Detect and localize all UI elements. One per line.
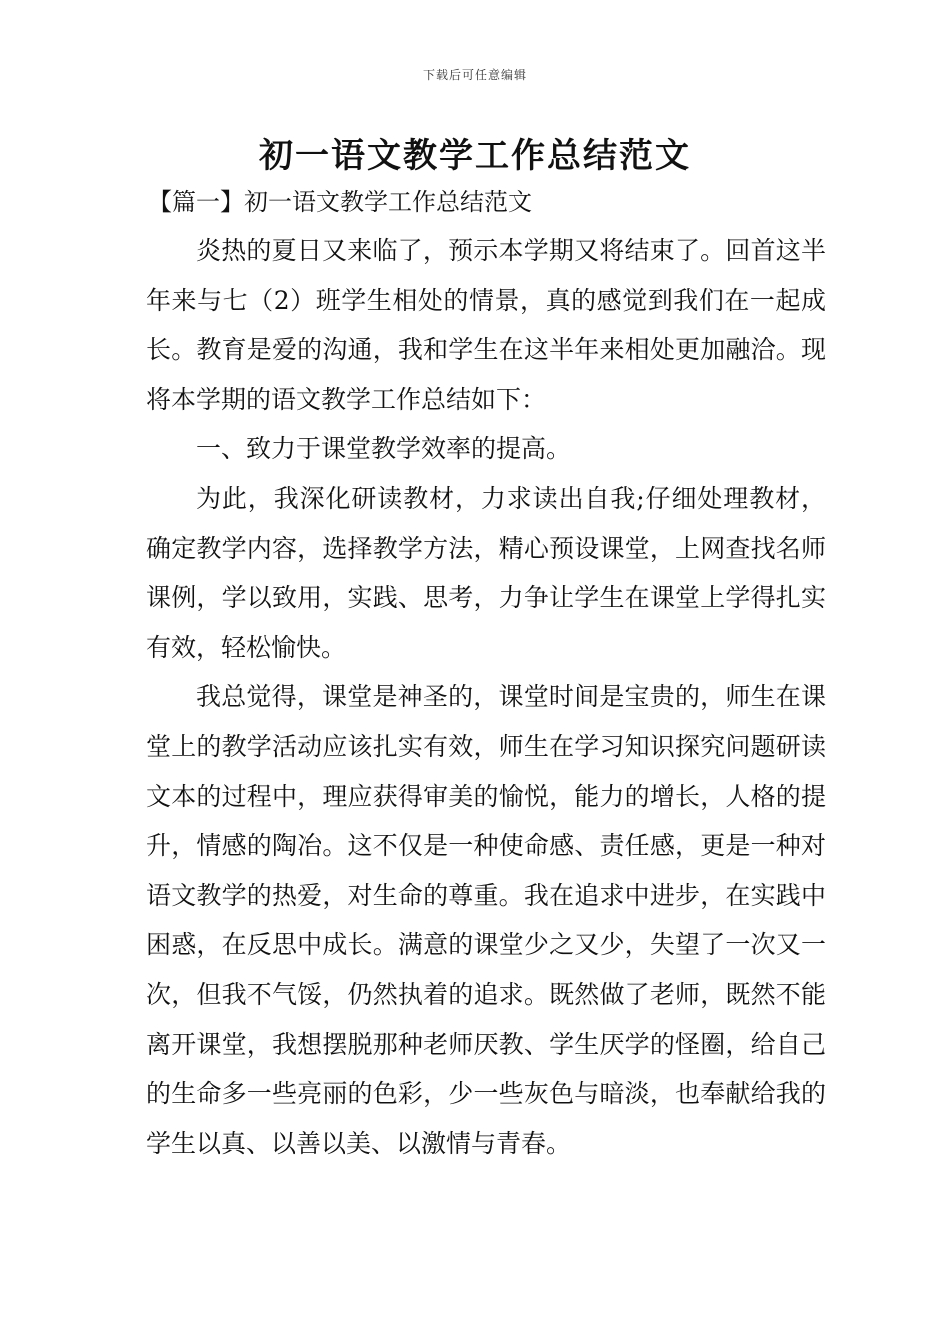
section-heading: 【篇一】初一语文教学工作总结范文 xyxy=(148,188,532,216)
paragraph-reflection: 我总觉得，课堂是神圣的，课堂时间是宝贵的，师生在课堂上的教学活动应该扎实有效，师生在学习知识探究问题研读文本的过程中，理应获得审美的愉悦，能力的增长，人格的提升，情感的陶冶。这不仅是一种使命感、责任感，更是一种对语文教学的热爱，对生命的尊重。我在追求中进步，在实践中困惑，在反思中成长。满意的课堂少之又少，失望了一次又一次，但我不气馁，仍然执着的追求。既然做了老师，既然不能离开课堂，我想摆脱那种老师厌教、学生厌学的怪圈，给自己的生命多一些亮丽的色彩，少一些灰色与暗淡，也奉献给我的学生以真、以善以美、以激情与青春。 xyxy=(146,682,826,1158)
paragraph-point-one: 一、致力于课堂教学效率的提高。 xyxy=(196,434,572,464)
paragraph-intro: 炎热的夏日又来临了，预示本学期又将结束了。回首这半年来与七（2）班学生相处的情景，真的感觉到我们在一起成长。教育是爱的沟通，我和学生在这半年来相处更加融洽。现将本学期的语文教学工作总结如下： xyxy=(146,236,826,414)
paragraph-methods: 为此，我深化研读教材，力求读出自我;仔细处理教材，确定教学内容，选择教学方法，精心预设课堂，上网查找名师课例，学以致用，实践、思考，力争让学生在课堂上学得扎实有效，轻松愉快。 xyxy=(146,483,826,662)
document-body xyxy=(146,226,826,1168)
header-note: 下载后可任意编辑 xyxy=(422,68,527,82)
document-title: 初一语文教学工作总结范文 xyxy=(259,136,691,176)
